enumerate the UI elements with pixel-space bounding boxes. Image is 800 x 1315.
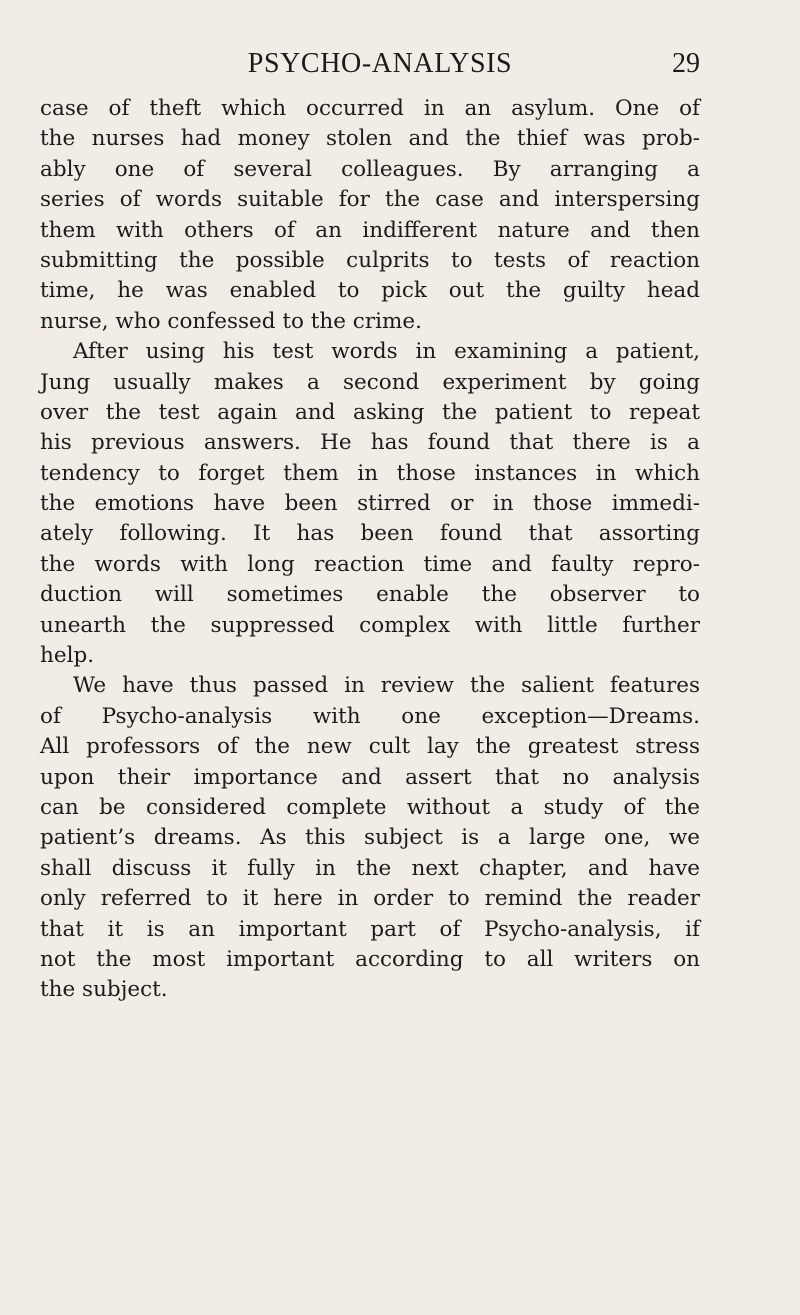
text-line: the subject. — [40, 977, 168, 1003]
text-line: not the most important according to all writers on — [40, 946, 700, 972]
text-line: that it is an important part of Psycho-analysis, if — [40, 916, 700, 942]
text-line: over the test again and asking the patient to repeat — [40, 399, 700, 425]
text-line: time, he was enabled to pick out the guilty head — [40, 278, 700, 304]
text-line: unearth the suppressed complex with little further — [40, 612, 700, 638]
text-line: After using his test words in examining a patient, — [73, 339, 700, 365]
text-line: case of theft which occurred in an asylum. One of — [40, 96, 700, 121]
text-line: patient’s dreams. As this subject is a large one, we — [40, 825, 700, 851]
text-line: tendency to forget them in those instances in which — [40, 460, 700, 486]
text-line: ably one of several colleagues. By arranging a — [40, 156, 700, 182]
text-line: shall discuss it fully in the next chapter, and have — [40, 855, 700, 881]
text-line: upon their importance and assert that no analysis — [40, 764, 700, 790]
text-line: submitting the possible culprits to tests of reaction — [40, 247, 700, 273]
text-line: the nurses had money stolen and the thief was prob- — [40, 126, 700, 152]
page-number: 29 — [672, 48, 700, 79]
text-line: of Psycho-analysis with one exception—Dreams. — [40, 703, 700, 729]
text-line: can be considered complete without a study of the — [40, 794, 700, 820]
text-line: ately following. It has been found that assorting — [40, 521, 700, 547]
page-header — [40, 46, 700, 82]
text-line: the emotions have been stirred or in those immedi- — [40, 491, 700, 517]
text-line: help. — [40, 643, 95, 669]
text-line: them with others of an indifferent nature and then — [40, 217, 700, 243]
text-line: All professors of the new cult lay the greatest stress — [40, 734, 700, 760]
text-line: the words with long reaction time and faulty repro- — [40, 551, 700, 577]
text-line: only referred to it here in order to remind the reader — [40, 886, 700, 912]
body-text — [40, 94, 700, 1006]
running-title: PSYCHO-ANALYSIS — [247, 48, 513, 79]
text-line: series of words suitable for the case and interspersing — [40, 187, 700, 213]
text-line: Jung usually makes a second experiment by going — [40, 369, 700, 395]
text-line: nurse, who confessed to the crime. — [40, 308, 422, 334]
text-line: duction will sometimes enable the observer to — [40, 582, 700, 608]
text-line: his previous answers. He has found that there is a — [40, 430, 700, 456]
text-line: We have thus passed in review the salient features — [73, 673, 700, 699]
